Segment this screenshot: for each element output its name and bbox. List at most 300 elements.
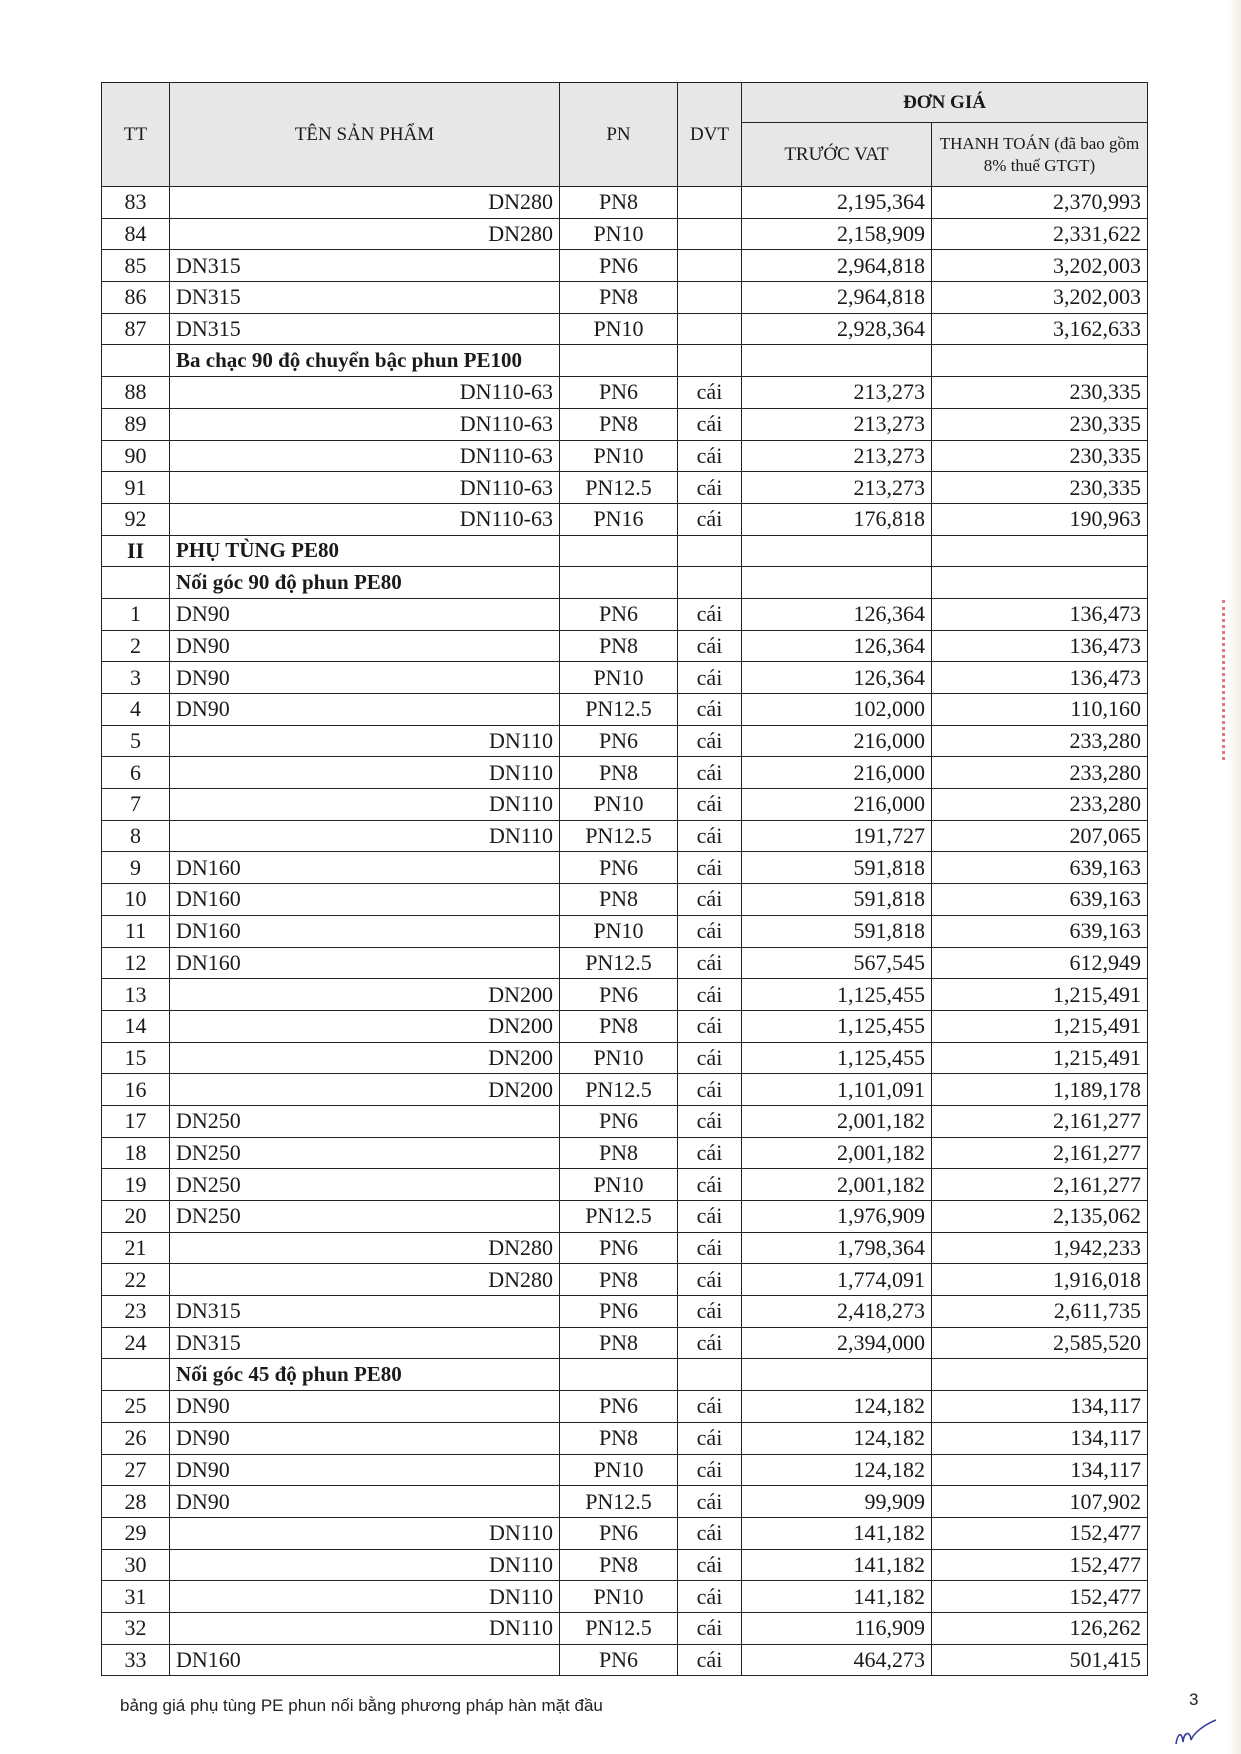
cell-product-name: DN280: [170, 187, 560, 219]
cell-price-before-vat: 124,182: [742, 1422, 932, 1454]
table-row: [102, 250, 1148, 282]
cell-pn: PN6: [560, 979, 678, 1011]
table-row: [102, 884, 1148, 916]
cell-unit: cái: [678, 377, 742, 409]
cell-price-after-vat: 639,163: [932, 852, 1148, 884]
cell-empty: [932, 567, 1148, 599]
cell-product-name: DN110-63: [170, 503, 560, 535]
cell-tt: 9: [102, 852, 170, 884]
cell-price-after-vat: 230,335: [932, 377, 1148, 409]
cell-price-before-vat: 213,273: [742, 472, 932, 504]
cell-product-name: DN90: [170, 1422, 560, 1454]
cell-pn: PN8: [560, 884, 678, 916]
cell-unit: cái: [678, 503, 742, 535]
group-title: Nối góc 90 độ phun PE80: [170, 567, 560, 599]
cell-price-before-vat: 2,964,818: [742, 282, 932, 314]
table-row: [102, 1454, 1148, 1486]
cell-price-before-vat: 141,182: [742, 1581, 932, 1613]
cell-pn: PN6: [560, 598, 678, 630]
cell-tt: 33: [102, 1644, 170, 1676]
cell-price-before-vat: 99,909: [742, 1486, 932, 1518]
table-row: [102, 1042, 1148, 1074]
table-row: [102, 1010, 1148, 1042]
cell-tt: 25: [102, 1391, 170, 1423]
group-header-row: [102, 345, 1148, 377]
cell-product-name: DN110-63: [170, 377, 560, 409]
cell-tt: 87: [102, 313, 170, 345]
cell-price-after-vat: 136,473: [932, 598, 1148, 630]
cell-tt: 8: [102, 820, 170, 852]
cell-price-before-vat: 213,273: [742, 377, 932, 409]
cell-price-after-vat: 136,473: [932, 662, 1148, 694]
cell-price-before-vat: 213,273: [742, 440, 932, 472]
cell-product-name: DN315: [170, 250, 560, 282]
cell-price-after-vat: 136,473: [932, 630, 1148, 662]
cell-unit: cái: [678, 440, 742, 472]
cell-price-before-vat: 1,774,091: [742, 1264, 932, 1296]
cell-empty: [678, 345, 742, 377]
cell-pn: PN8: [560, 1010, 678, 1042]
cell-price-before-vat: 216,000: [742, 757, 932, 789]
cell-tt: 86: [102, 282, 170, 314]
cell-tt: 28: [102, 1486, 170, 1518]
cell-price-before-vat: 2,001,182: [742, 1105, 932, 1137]
cell-pn: PN8: [560, 1137, 678, 1169]
cell-product-name: DN250: [170, 1137, 560, 1169]
cell-price-before-vat: 213,273: [742, 408, 932, 440]
table-row: [102, 947, 1148, 979]
cell-pn: PN12.5: [560, 947, 678, 979]
cell-tt: 6: [102, 757, 170, 789]
table-row: [102, 1232, 1148, 1264]
cell-empty: [560, 345, 678, 377]
cell-empty: [678, 567, 742, 599]
cell-product-name: DN250: [170, 1169, 560, 1201]
cell-pn: PN8: [560, 1422, 678, 1454]
cell-tt: 10: [102, 884, 170, 916]
cell-price-after-vat: 501,415: [932, 1644, 1148, 1676]
cell-unit: cái: [678, 820, 742, 852]
cell-price-after-vat: 207,065: [932, 820, 1148, 852]
cell-product-name: DN315: [170, 313, 560, 345]
table-row: [102, 1644, 1148, 1676]
cell-pn: PN8: [560, 282, 678, 314]
cell-empty: [742, 1359, 932, 1391]
cell-unit: cái: [678, 1454, 742, 1486]
cell-product-name: DN90: [170, 1391, 560, 1423]
cell-unit: cái: [678, 1296, 742, 1328]
table-row: [102, 1137, 1148, 1169]
cell-tt: 12: [102, 947, 170, 979]
table-row: [102, 789, 1148, 821]
cell-tt: 24: [102, 1327, 170, 1359]
cell-price-after-vat: 152,477: [932, 1517, 1148, 1549]
cell-price-before-vat: 124,182: [742, 1454, 932, 1486]
table-row: [102, 630, 1148, 662]
cell-pn: PN8: [560, 187, 678, 219]
cell-price-before-vat: 1,976,909: [742, 1201, 932, 1233]
cell-pn: PN8: [560, 630, 678, 662]
cell-tt: 11: [102, 915, 170, 947]
header-before-vat: TRƯỚC VAT: [742, 123, 932, 187]
cell-product-name: DN110: [170, 1612, 560, 1644]
cell-product-name: DN250: [170, 1105, 560, 1137]
cell-pn: PN10: [560, 1581, 678, 1613]
cell-pn: PN6: [560, 725, 678, 757]
cell-pn: PN12.5: [560, 1612, 678, 1644]
cell-product-name: DN200: [170, 979, 560, 1011]
cell-pn: PN8: [560, 408, 678, 440]
cell-tt: 13: [102, 979, 170, 1011]
cell-price-before-vat: 102,000: [742, 694, 932, 726]
cell-price-before-vat: 191,727: [742, 820, 932, 852]
cell-empty: [742, 567, 932, 599]
cell-tt: 88: [102, 377, 170, 409]
table-row: [102, 852, 1148, 884]
cell-unit: cái: [678, 1644, 742, 1676]
cell-price-after-vat: 2,370,993: [932, 187, 1148, 219]
cell-price-before-vat: 2,001,182: [742, 1137, 932, 1169]
cell-tt: 91: [102, 472, 170, 504]
cell-product-name: DN110: [170, 1549, 560, 1581]
cell-price-before-vat: 126,364: [742, 598, 932, 630]
cell-price-before-vat: 2,928,364: [742, 313, 932, 345]
cell-price-before-vat: 1,125,455: [742, 979, 932, 1011]
cell-unit: cái: [678, 1264, 742, 1296]
cell-unit: cái: [678, 884, 742, 916]
cell-product-name: DN280: [170, 218, 560, 250]
cell-product-name: DN160: [170, 852, 560, 884]
header-after-vat: THANH TOÁN (đã bao gồm 8% thuế GTGT): [932, 123, 1148, 187]
cell-tt: 23: [102, 1296, 170, 1328]
cell-pn: PN6: [560, 377, 678, 409]
cell-unit: cái: [678, 1232, 742, 1264]
cell-unit: cái: [678, 1074, 742, 1106]
cell-unit: [678, 313, 742, 345]
table-row: [102, 725, 1148, 757]
table-row: [102, 598, 1148, 630]
cell-tt: 85: [102, 250, 170, 282]
cell-price-after-vat: 152,477: [932, 1549, 1148, 1581]
stamp-mark: [1222, 600, 1235, 760]
cell-tt: 15: [102, 1042, 170, 1074]
cell-tt: 83: [102, 187, 170, 219]
cell-unit: cái: [678, 662, 742, 694]
cell-price-after-vat: 1,215,491: [932, 1010, 1148, 1042]
cell-price-after-vat: 230,335: [932, 472, 1148, 504]
cell-pn: PN12.5: [560, 694, 678, 726]
cell-empty: [678, 1359, 742, 1391]
header-product-name: TÊN SẢN PHẨM: [170, 83, 560, 187]
cell-unit: [678, 187, 742, 219]
cell-product-name: DN110: [170, 789, 560, 821]
cell-unit: cái: [678, 757, 742, 789]
cell-unit: cái: [678, 472, 742, 504]
cell-tt: 1: [102, 598, 170, 630]
cell-price-after-vat: 134,117: [932, 1422, 1148, 1454]
group-title: Ba chạc 90 độ chuyển bậc phun PE100: [170, 345, 560, 377]
table-row: [102, 694, 1148, 726]
cell-product-name: DN315: [170, 1327, 560, 1359]
cell-pn: PN6: [560, 1644, 678, 1676]
cell-price-before-vat: 591,818: [742, 852, 932, 884]
cell-price-after-vat: 134,117: [932, 1391, 1148, 1423]
cell-price-after-vat: 2,585,520: [932, 1327, 1148, 1359]
cell-tt: 4: [102, 694, 170, 726]
table-row: [102, 1422, 1148, 1454]
cell-pn: PN12.5: [560, 472, 678, 504]
cell-pn: PN12.5: [560, 1486, 678, 1518]
cell-product-name: DN110: [170, 725, 560, 757]
cell-price-before-vat: 126,364: [742, 662, 932, 694]
table-row: [102, 313, 1148, 345]
table-row: [102, 757, 1148, 789]
cell-tt: 17: [102, 1105, 170, 1137]
cell-tt: 2: [102, 630, 170, 662]
cell-product-name: DN160: [170, 1644, 560, 1676]
cell-product-name: DN90: [170, 630, 560, 662]
cell-pn: PN8: [560, 1264, 678, 1296]
cell-price-before-vat: 141,182: [742, 1549, 932, 1581]
section-header-row: [102, 535, 1148, 567]
cell-pn: PN10: [560, 915, 678, 947]
cell-price-before-vat: 1,125,455: [742, 1010, 932, 1042]
cell-pn: PN8: [560, 757, 678, 789]
table-row: [102, 1105, 1148, 1137]
table-row: [102, 1074, 1148, 1106]
table-body: [102, 187, 1148, 1676]
cell-price-after-vat: 3,202,003: [932, 250, 1148, 282]
cell-price-before-vat: 464,273: [742, 1644, 932, 1676]
cell-price-before-vat: 591,818: [742, 915, 932, 947]
cell-unit: cái: [678, 1105, 742, 1137]
cell-price-before-vat: 141,182: [742, 1517, 932, 1549]
cell-tt: 3: [102, 662, 170, 694]
table-row: [102, 282, 1148, 314]
cell-product-name: DN250: [170, 1201, 560, 1233]
cell-price-after-vat: 2,331,622: [932, 218, 1148, 250]
table-row: [102, 503, 1148, 535]
cell-price-after-vat: 230,335: [932, 408, 1148, 440]
cell-product-name: DN315: [170, 1296, 560, 1328]
page-number: 3: [1189, 1690, 1199, 1709]
cell-product-name: DN315: [170, 282, 560, 314]
cell-pn: PN12.5: [560, 820, 678, 852]
cell-unit: cái: [678, 1486, 742, 1518]
cell-product-name: DN90: [170, 598, 560, 630]
cell-tt: 16: [102, 1074, 170, 1106]
cell-empty: [560, 535, 678, 567]
cell-unit: cái: [678, 1327, 742, 1359]
cell-unit: [678, 282, 742, 314]
cell-product-name: DN90: [170, 1454, 560, 1486]
cell-empty: [932, 535, 1148, 567]
cell-price-after-vat: 233,280: [932, 789, 1148, 821]
cell-price-after-vat: 1,916,018: [932, 1264, 1148, 1296]
cell-unit: cái: [678, 1549, 742, 1581]
table-row: [102, 440, 1148, 472]
cell-unit: cái: [678, 947, 742, 979]
cell-price-after-vat: 126,262: [932, 1612, 1148, 1644]
cell-price-before-vat: 216,000: [742, 725, 932, 757]
cell-product-name: DN110-63: [170, 472, 560, 504]
cell-pn: PN16: [560, 503, 678, 535]
table-row: [102, 979, 1148, 1011]
cell-price-after-vat: 233,280: [932, 725, 1148, 757]
cell-pn: PN10: [560, 218, 678, 250]
cell-tt: 31: [102, 1581, 170, 1613]
table-row: [102, 408, 1148, 440]
cell-tt: 30: [102, 1549, 170, 1581]
table-row: [102, 1201, 1148, 1233]
table-row: [102, 1327, 1148, 1359]
table-row: [102, 1612, 1148, 1644]
cell-tt: 32: [102, 1612, 170, 1644]
table-row: [102, 662, 1148, 694]
cell-empty: [560, 1359, 678, 1391]
cell-price-after-vat: 233,280: [932, 757, 1148, 789]
cell-price-before-vat: 124,182: [742, 1391, 932, 1423]
cell-product-name: DN110: [170, 1581, 560, 1613]
group-header-row: [102, 567, 1148, 599]
cell-unit: cái: [678, 1391, 742, 1423]
cell-unit: cái: [678, 1581, 742, 1613]
cell-unit: cái: [678, 1201, 742, 1233]
cell-pn: PN8: [560, 1327, 678, 1359]
cell-price-after-vat: 110,160: [932, 694, 1148, 726]
cell-unit: cái: [678, 1612, 742, 1644]
cell-unit: cái: [678, 598, 742, 630]
cell-tt: 26: [102, 1422, 170, 1454]
cell-unit: cái: [678, 1042, 742, 1074]
table-row: [102, 1517, 1148, 1549]
cell-price-before-vat: 216,000: [742, 789, 932, 821]
cell-empty: [560, 567, 678, 599]
cell-unit: cái: [678, 694, 742, 726]
signature-mark: [1170, 1718, 1220, 1748]
table-row: [102, 1549, 1148, 1581]
cell-price-before-vat: 1,101,091: [742, 1074, 932, 1106]
cell-product-name: DN90: [170, 694, 560, 726]
cell-product-name: DN110: [170, 820, 560, 852]
header-pn: PN: [560, 83, 678, 187]
table-row: [102, 1296, 1148, 1328]
cell-price-before-vat: 2,195,364: [742, 187, 932, 219]
cell-pn: PN8: [560, 1549, 678, 1581]
cell-price-before-vat: 567,545: [742, 947, 932, 979]
cell-price-before-vat: 126,364: [742, 630, 932, 662]
cell-price-before-vat: 2,001,182: [742, 1169, 932, 1201]
cell-product-name: DN200: [170, 1010, 560, 1042]
cell-unit: cái: [678, 915, 742, 947]
cell-tt: 5: [102, 725, 170, 757]
cell-empty: [932, 1359, 1148, 1391]
cell-price-before-vat: 2,418,273: [742, 1296, 932, 1328]
cell-pn: PN12.5: [560, 1074, 678, 1106]
cell-unit: cái: [678, 1010, 742, 1042]
cell-pn: PN10: [560, 789, 678, 821]
cell-empty: [678, 535, 742, 567]
cell-product-name: DN200: [170, 1042, 560, 1074]
cell-product-name: DN110-63: [170, 440, 560, 472]
cell-product-name: DN90: [170, 1486, 560, 1518]
cell-unit: cái: [678, 1422, 742, 1454]
cell-tt: II: [102, 535, 170, 567]
cell-pn: PN10: [560, 1454, 678, 1486]
cell-pn: PN12.5: [560, 1201, 678, 1233]
cell-price-before-vat: 1,798,364: [742, 1232, 932, 1264]
cell-tt: 7: [102, 789, 170, 821]
cell-price-after-vat: 107,902: [932, 1486, 1148, 1518]
cell-price-after-vat: 230,335: [932, 440, 1148, 472]
table-row: [102, 1264, 1148, 1296]
cell-pn: PN10: [560, 662, 678, 694]
cell-tt: 21: [102, 1232, 170, 1264]
cell-tt: [102, 1359, 170, 1391]
table-row: [102, 1486, 1148, 1518]
cell-product-name: DN110: [170, 1517, 560, 1549]
cell-product-name: DN110: [170, 757, 560, 789]
cell-price-before-vat: 116,909: [742, 1612, 932, 1644]
cell-tt: 19: [102, 1169, 170, 1201]
table-row: [102, 1391, 1148, 1423]
cell-unit: cái: [678, 725, 742, 757]
cell-pn: PN6: [560, 250, 678, 282]
cell-tt: 22: [102, 1264, 170, 1296]
cell-pn: PN6: [560, 1296, 678, 1328]
header-unit-price: ĐƠN GIÁ: [742, 83, 1148, 123]
table-row: [102, 187, 1148, 219]
table-row: [102, 377, 1148, 409]
cell-product-name: DN160: [170, 915, 560, 947]
cell-price-after-vat: 2,135,062: [932, 1201, 1148, 1233]
cell-price-after-vat: 190,963: [932, 503, 1148, 535]
cell-tt: 18: [102, 1137, 170, 1169]
group-header-row: [102, 1359, 1148, 1391]
cell-pn: PN10: [560, 1042, 678, 1074]
cell-unit: cái: [678, 852, 742, 884]
cell-price-after-vat: 2,161,277: [932, 1137, 1148, 1169]
cell-price-after-vat: 1,215,491: [932, 1042, 1148, 1074]
price-table: [101, 82, 1148, 1676]
cell-unit: cái: [678, 630, 742, 662]
cell-product-name: DN160: [170, 947, 560, 979]
cell-unit: [678, 218, 742, 250]
table-row: [102, 218, 1148, 250]
cell-tt: [102, 567, 170, 599]
cell-unit: cái: [678, 1169, 742, 1201]
cell-pn: PN6: [560, 1517, 678, 1549]
cell-price-after-vat: 1,942,233: [932, 1232, 1148, 1264]
header-tt: TT: [102, 83, 170, 187]
cell-unit: cái: [678, 1517, 742, 1549]
cell-unit: [678, 250, 742, 282]
cell-pn: PN6: [560, 852, 678, 884]
cell-unit: cái: [678, 1137, 742, 1169]
cell-pn: PN10: [560, 1169, 678, 1201]
section-title: PHỤ TÙNG PE80: [170, 535, 560, 567]
cell-price-after-vat: 612,949: [932, 947, 1148, 979]
cell-product-name: DN280: [170, 1264, 560, 1296]
table-row: [102, 1169, 1148, 1201]
table-row: [102, 820, 1148, 852]
cell-price-before-vat: 2,964,818: [742, 250, 932, 282]
table-row: [102, 915, 1148, 947]
cell-empty: [742, 345, 932, 377]
table-header: [102, 83, 1148, 187]
cell-product-name: DN280: [170, 1232, 560, 1264]
cell-price-before-vat: 2,158,909: [742, 218, 932, 250]
